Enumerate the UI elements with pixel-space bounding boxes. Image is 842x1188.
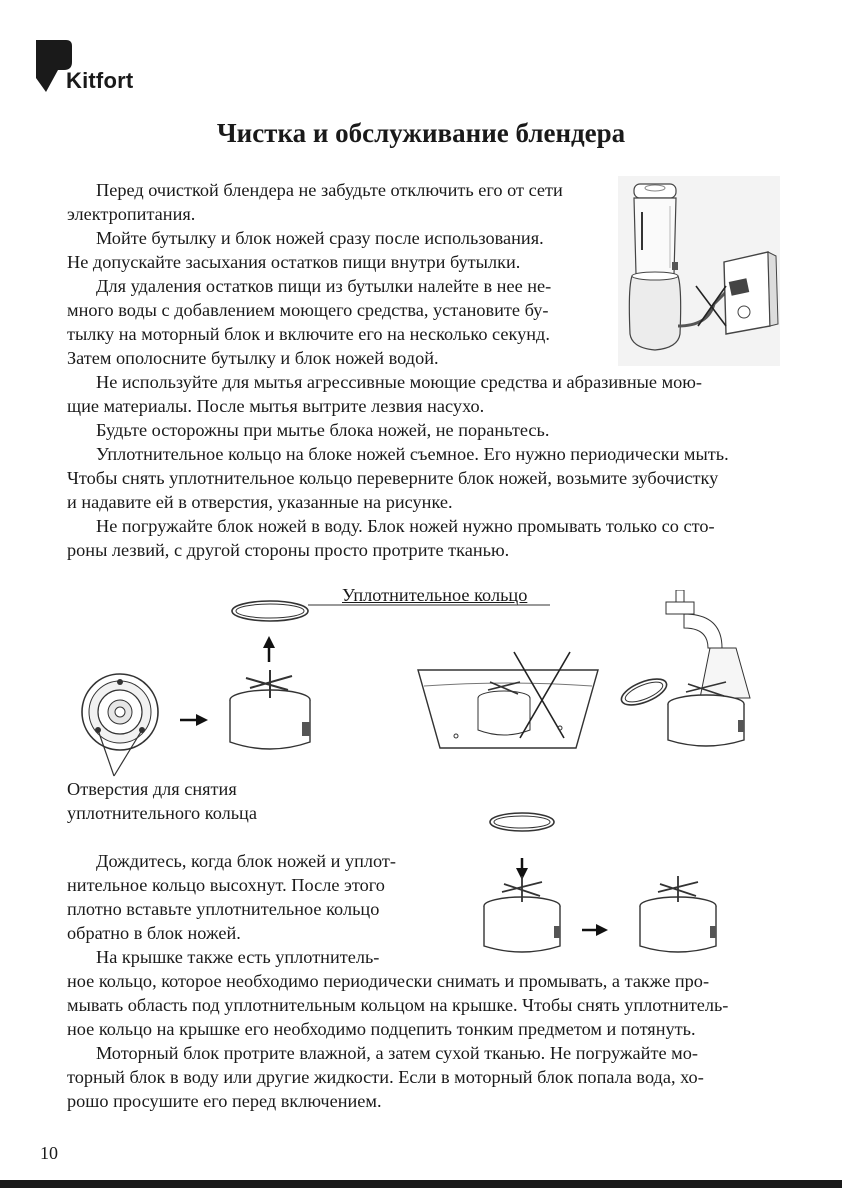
paragraph-line: Перед очисткой блендера не забудьте отключить его от сети [96, 180, 563, 200]
paragraph-line: нительное кольцо высохнут. После этого [67, 875, 385, 895]
paragraph-line: Не используйте для мытья агрессивные моющие средства и абразивные мою- [96, 372, 703, 392]
paragraph-line: На крышке также есть уплотнитель- [96, 947, 380, 967]
paragraph-line: Будьте осторожны при мытье блока ножей, не пораньтесь. [96, 420, 550, 440]
paragraph-line: Моторный блок протрите влажной, а затем сухой тканью. Не погружайте мо- [96, 1043, 698, 1063]
paragraph-line: Не погружайте блок ножей в воду. Блок ножей нужно промывать только со сто- [96, 516, 715, 536]
holes-label-line2: уплотнительного кольца [67, 803, 257, 823]
paragraph-line: Мойте бутылку и блок ножей сразу после использования. [96, 228, 544, 248]
holes-label-line1: Отверстия для снятия [67, 779, 237, 799]
paragraph-line: Уплотнительное кольцо на блоке ножей съемное. Его нужно периодически мыть. [96, 444, 729, 464]
paragraph-line: торный блок в воду или другие жидкости. Если в моторный блок попала вода, хо- [67, 1067, 704, 1087]
paragraph-line: и надавите ей в отверстия, указанные на рисунке. [67, 492, 453, 512]
paragraph-line: обратно в блок ножей. [67, 923, 241, 943]
seal-ring-label: Уплотнительное кольцо [342, 585, 528, 605]
paragraph-line: ное кольцо, которое необходимо периодически снимать и промывать, а также про- [67, 971, 710, 991]
paragraph-line: электропитания. [67, 204, 196, 224]
paragraph-line: роны лезвий, с другой стороны просто протрите тканью. [67, 540, 510, 560]
paragraph-line: Чтобы снять уплотнительное кольцо переверните блок ножей, возьмите зубочистку [67, 468, 719, 488]
paragraph-line: ное кольцо на крышке его необходимо подцепить тонким предметом и потянуть. [67, 1019, 696, 1039]
bottom-border [0, 1180, 842, 1188]
seal-ring-removal-illustrations [60, 590, 780, 790]
brand-name: Kitfort [66, 68, 134, 93]
paragraph-line: щие материалы. После мытья вытрите лезвия насухо. [67, 396, 485, 416]
blender-unplugged-illustration [618, 176, 780, 366]
paragraph-line: много воды с добавлением моющего средства, установите бу- [67, 300, 549, 320]
paragraph-line: Для удаления остатков пищи из бутылки налейте в нее не- [96, 276, 552, 296]
paragraph-line: Затем ополосните бутылку и блок ножей водой. [67, 348, 439, 368]
paragraph-line: Не допускайте засыхания остатков пищи внутри бутылки. [67, 252, 521, 272]
paragraph-line: тылку на моторный блок и включите его на несколько секунд. [67, 324, 550, 344]
seal-ring-install-illustration [470, 806, 730, 956]
paragraph-line: плотно вставьте уплотнительное кольцо [67, 899, 380, 919]
page-number: 10 [40, 1143, 58, 1163]
page-title: Чистка и обслуживание блендера [216, 118, 626, 148]
paragraph-line: мывать область под уплотнительным кольцом на крышке. Чтобы снять уплотнитель- [67, 995, 729, 1015]
paragraph-line: рошо просушите его перед включением. [67, 1091, 382, 1111]
paragraph-line: Дождитесь, когда блок ножей и уплот- [96, 851, 396, 871]
